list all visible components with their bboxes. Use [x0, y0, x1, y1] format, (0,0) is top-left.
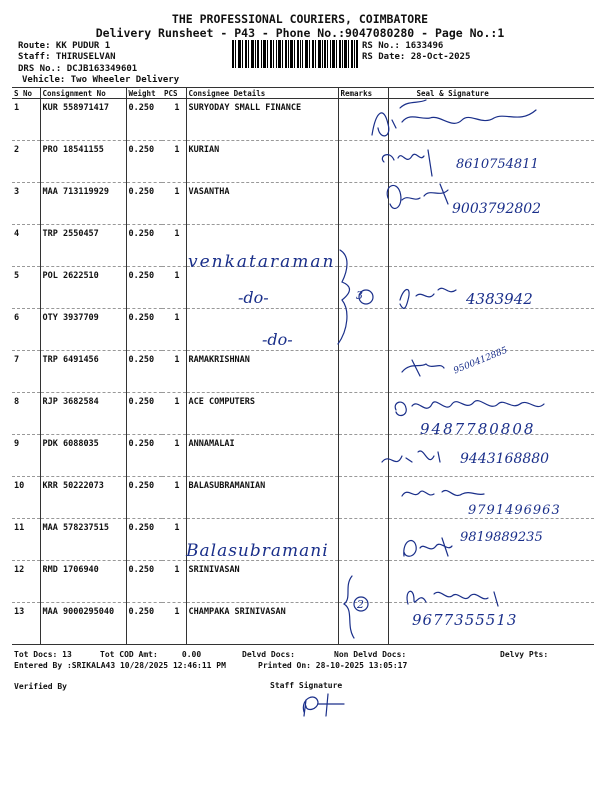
- cell-pcs: 1: [162, 309, 186, 351]
- cell-consignment-no: KUR 558971417: [40, 99, 126, 141]
- cell-weight: 0.250: [126, 603, 162, 645]
- cell-consignee: ACE COMPUTERS: [186, 393, 338, 435]
- cell-consignment-no: PDK 6088035: [40, 435, 126, 477]
- cell-sno: 3: [12, 183, 40, 225]
- handwritten-phone-row3: 9003792802: [452, 201, 542, 217]
- cell-consignee: KURIAN: [186, 141, 338, 183]
- cell-consignment-no: KRR 50222073: [40, 477, 126, 519]
- printed-on: Printed On: 28-10-2025 13:05:17: [258, 661, 408, 670]
- cell-weight: 0.250: [126, 183, 162, 225]
- cell-sno: 8: [12, 393, 40, 435]
- cell-sno: 7: [12, 351, 40, 393]
- entered-by: Entered By :SRIKALA43 10/28/2025 12:46:11 PM: [14, 661, 226, 670]
- cell-sno: 6: [12, 309, 40, 351]
- rs-number: RS No.: 1633496: [362, 41, 444, 51]
- cell-consignment-no: PRO 18541155: [40, 141, 126, 183]
- cell-sno: 12: [12, 561, 40, 603]
- document-title: THE PROFESSIONAL COURIERS, COIMBATORE: [171, 12, 429, 26]
- cell-consignee: BALASUBRAMANIAN: [186, 477, 338, 519]
- cell-sno: 1: [12, 99, 40, 141]
- cell-consignee: CHAMPAKA SRINIVASAN: [186, 603, 338, 645]
- handwritten-ditto-row6: -do-: [262, 330, 293, 349]
- cell-pcs: 1: [162, 393, 186, 435]
- cell-pcs: 1: [162, 225, 186, 267]
- cell-sno: 2: [12, 141, 40, 183]
- cell-pcs: 1: [162, 183, 186, 225]
- handwritten-phone-row11: 9819889235: [460, 530, 543, 545]
- handwritten-phone-row8: 9487780808: [420, 420, 536, 438]
- cell-weight: 0.250: [126, 561, 162, 603]
- cell-sno: 4: [12, 225, 40, 267]
- cell-consignee: SURYODAY SMALL FINANCE: [186, 99, 338, 141]
- handwritten-ditto-row5: -do-: [238, 288, 269, 307]
- cell-consignment-no: RMD 1706940: [40, 561, 126, 603]
- cell-consignee: ANNAMALAI: [186, 435, 338, 477]
- cell-pcs: 1: [162, 603, 186, 645]
- cell-weight: 0.250: [126, 99, 162, 141]
- cell-weight: 0.250: [126, 267, 162, 309]
- cell-consignment-no: OTY 3937709: [40, 309, 126, 351]
- cell-sno: 13: [12, 603, 40, 645]
- cell-pcs: 1: [162, 267, 186, 309]
- cell-pcs: 1: [162, 99, 186, 141]
- handwritten-phone-row7: 9500412885: [452, 345, 510, 377]
- cell-weight: 0.250: [126, 435, 162, 477]
- cell-pcs: 1: [162, 561, 186, 603]
- total-cod-amount: Tot COD Amt: 0.00: [100, 650, 202, 659]
- cell-sno: 11: [12, 519, 40, 561]
- total-docs: Tot Docs: 13: [14, 650, 72, 659]
- cell-sno: 10: [12, 477, 40, 519]
- cell-weight: 0.250: [126, 351, 162, 393]
- delivered-docs: Delvd Docs:: [242, 650, 295, 659]
- column-header-pcs: PCS: [162, 88, 186, 99]
- cell-weight: 0.250: [126, 309, 162, 351]
- cell-pcs: 1: [162, 141, 186, 183]
- cell-pcs: 1: [162, 435, 186, 477]
- cell-consignment-no: MAA 578237515: [40, 519, 126, 561]
- route-label: Route: KK PUDUR 1: [18, 41, 111, 51]
- cell-consignee: RAMAKRISHNAN: [186, 351, 338, 393]
- verified-by-label: Verified By: [14, 682, 67, 691]
- handwritten-count-circle: 3: [356, 289, 363, 302]
- column-header-sno: S No: [12, 88, 40, 99]
- vehicle-label: Vehicle: Two Wheeler Delivery: [22, 75, 180, 85]
- delivery-points: Delvy Pts:: [500, 650, 549, 659]
- column-header-seal: Seal & Signature: [388, 88, 594, 99]
- cell-consignment-no: TRP 2550457: [40, 225, 126, 267]
- staff-signature-label: Staff Signature: [270, 681, 343, 690]
- cell-consignment-no: RJP 3682584: [40, 393, 126, 435]
- column-header-remarks: Remarks: [338, 88, 388, 99]
- drs-number: DRS No.: DCJB163349601: [18, 64, 138, 74]
- handwritten-phone-row10: 9791496963: [468, 503, 561, 518]
- non-delivered-docs: Non Delvd Docs:: [334, 650, 407, 659]
- cell-consignee: VASANTHA: [186, 183, 338, 225]
- cell-pcs: 1: [162, 477, 186, 519]
- cell-sno: 9: [12, 435, 40, 477]
- handwritten-phone-row9: 9443168880: [460, 451, 550, 467]
- handwritten-phone-row5: 4383942: [466, 290, 533, 308]
- cell-consignment-no: TRP 6491456: [40, 351, 126, 393]
- cell-consignee: SRINIVASAN: [186, 561, 338, 603]
- cell-weight: 0.250: [126, 477, 162, 519]
- column-header-consignee: Consignee Details: [186, 88, 338, 99]
- cell-consignment-no: POL 2622510: [40, 267, 126, 309]
- column-header-consignment: Consignment No: [40, 88, 126, 99]
- column-header-weight: Weight: [126, 88, 162, 99]
- cell-weight: 0.250: [126, 393, 162, 435]
- handwritten-consignee-balasubramani: Balasubramani: [186, 541, 329, 561]
- handwritten-consignee-venkataraman: venkataraman: [188, 252, 336, 272]
- cell-weight: 0.250: [126, 225, 162, 267]
- handwritten-phone-row2: 8610754811: [456, 157, 539, 172]
- cell-pcs: 1: [162, 351, 186, 393]
- cell-pcs: 1: [162, 519, 186, 561]
- rs-date: RS Date: 28-Oct-2025: [362, 52, 471, 62]
- cell-weight: 0.250: [126, 519, 162, 561]
- handwritten-phone-row13: 9677355513: [412, 611, 518, 629]
- handwritten-count-circle-2: 2: [357, 598, 364, 611]
- document-subtitle: Delivery Runsheet - P43 - Phone No.:9047080280 - Page No.:1: [95, 26, 505, 40]
- staff-label: Staff: THIRUSELVAN: [18, 52, 116, 62]
- cell-sno: 5: [12, 267, 40, 309]
- cell-consignment-no: MAA 713119929: [40, 183, 126, 225]
- cell-consignment-no: MAA 9000295040: [40, 603, 126, 645]
- cell-weight: 0.250: [126, 141, 162, 183]
